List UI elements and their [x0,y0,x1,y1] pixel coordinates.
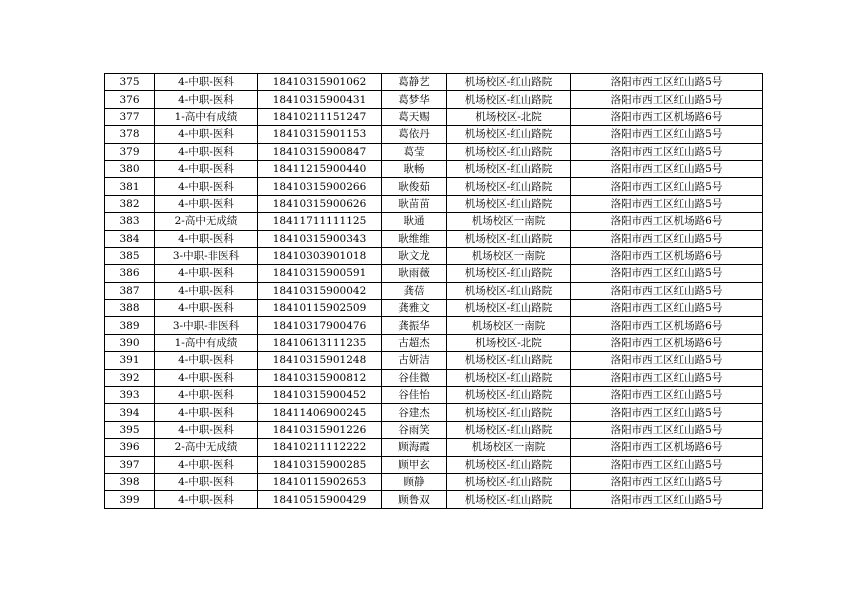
row-number-cell: 385 [105,247,155,264]
category-cell: 4-中职-医科 [155,300,258,317]
category-cell: 4-中职-医科 [155,265,258,282]
address-cell: 洛阳市西工区红山路5号 [571,91,763,108]
category-cell: 4-中职-医科 [155,456,258,473]
student-id-cell: 18410315900452 [258,387,382,404]
address-cell: 洛阳市西工区红山路5号 [571,160,763,177]
campus-cell: 机场校区-红山路院 [447,230,571,247]
row-number-cell: 399 [105,491,155,508]
category-cell: 4-中职-医科 [155,160,258,177]
campus-cell: 机场校区-北院 [447,334,571,351]
table-row [105,352,763,369]
campus-cell: 机场校区-红山路院 [447,473,571,490]
student-id-cell: 18410315900812 [258,369,382,386]
student-id-cell: 18410115902653 [258,473,382,490]
address-cell: 洛阳市西工区机场路6号 [571,334,763,351]
address-cell: 洛阳市西工区红山路5号 [571,421,763,438]
category-cell: 4-中职-医科 [155,91,258,108]
table-row [105,404,763,421]
student-id-cell: 18410315900266 [258,178,382,195]
category-cell: 4-中职-医科 [155,404,258,421]
campus-cell: 机场校区-红山路院 [447,491,571,508]
address-cell: 洛阳市西工区红山路5号 [571,265,763,282]
student-id-cell: 18410315900847 [258,143,382,160]
table-row [105,126,763,143]
campus-cell: 机场校区-红山路院 [447,456,571,473]
category-cell: 4-中职-医科 [155,178,258,195]
table-row [105,300,763,317]
table-row [105,74,763,91]
table-row [105,160,763,177]
campus-cell: 机场校区-红山路院 [447,91,571,108]
student-name-cell: 龚振华 [382,317,447,334]
table-row [105,247,763,264]
address-cell: 洛阳市西工区红山路5号 [571,230,763,247]
table-row [105,369,763,386]
address-cell: 洛阳市西工区机场路6号 [571,213,763,230]
category-cell: 3-中职-非医科 [155,247,258,264]
table-row [105,91,763,108]
campus-cell: 机场校区-红山路院 [447,178,571,195]
table-row [105,265,763,282]
student-id-cell: 18410315900591 [258,265,382,282]
category-cell: 4-中职-医科 [155,369,258,386]
category-cell: 4-中职-医科 [155,143,258,160]
category-cell: 4-中职-医科 [155,282,258,299]
category-cell: 1-高中有成绩 [155,334,258,351]
campus-cell: 机场校区一南院 [447,213,571,230]
address-cell: 洛阳市西工区红山路5号 [571,473,763,490]
table-row [105,317,763,334]
row-number-cell: 390 [105,334,155,351]
student-name-cell: 谷佳微 [382,369,447,386]
category-cell: 3-中职-非医科 [155,317,258,334]
row-number-cell: 386 [105,265,155,282]
student-name-cell: 古妍洁 [382,352,447,369]
student-name-cell: 耿通 [382,213,447,230]
category-cell: 1-高中有成绩 [155,108,258,125]
student-name-cell: 龚雅文 [382,300,447,317]
address-cell: 洛阳市西工区红山路5号 [571,74,763,91]
student-id-cell: 18411215900440 [258,160,382,177]
table-row [105,473,763,490]
row-number-cell: 382 [105,195,155,212]
category-cell: 4-中职-医科 [155,421,258,438]
row-number-cell: 397 [105,456,155,473]
address-cell: 洛阳市西工区红山路5号 [571,143,763,160]
address-cell: 洛阳市西工区红山路5号 [571,456,763,473]
row-number-cell: 396 [105,439,155,456]
campus-cell: 机场校区-红山路院 [447,300,571,317]
student-id-cell: 18410115902509 [258,300,382,317]
address-cell: 洛阳市西工区红山路5号 [571,404,763,421]
address-cell: 洛阳市西工区红山路5号 [571,178,763,195]
campus-cell: 机场校区-红山路院 [447,387,571,404]
row-number-cell: 381 [105,178,155,195]
student-name-cell: 葛静艺 [382,74,447,91]
table-row [105,421,763,438]
student-name-cell: 谷佳怡 [382,387,447,404]
campus-cell: 机场校区一南院 [447,439,571,456]
address-cell: 洛阳市西工区红山路5号 [571,300,763,317]
address-cell: 洛阳市西工区红山路5号 [571,352,763,369]
campus-cell: 机场校区-红山路院 [447,404,571,421]
campus-cell: 机场校区-红山路院 [447,160,571,177]
campus-cell: 机场校区一南院 [447,247,571,264]
row-number-cell: 387 [105,282,155,299]
student-id-cell: 18410315901226 [258,421,382,438]
student-name-cell: 葛梦华 [382,91,447,108]
address-cell: 洛阳市西工区机场路6号 [571,108,763,125]
table-row [105,387,763,404]
row-number-cell: 383 [105,213,155,230]
student-id-cell: 18411711111125 [258,213,382,230]
table-row [105,282,763,299]
campus-cell: 机场校区-红山路院 [447,265,571,282]
row-number-cell: 384 [105,230,155,247]
row-number-cell: 377 [105,108,155,125]
row-number-cell: 394 [105,404,155,421]
student-id-cell: 18410315900431 [258,91,382,108]
address-cell: 洛阳市西工区红山路5号 [571,195,763,212]
row-number-cell: 392 [105,369,155,386]
category-cell: 4-中职-医科 [155,473,258,490]
student-name-cell: 葛莹 [382,143,447,160]
row-number-cell: 398 [105,473,155,490]
row-number-cell: 393 [105,387,155,404]
student-id-cell: 18410315901248 [258,352,382,369]
campus-cell: 机场校区-红山路院 [447,282,571,299]
campus-cell: 机场校区-北院 [447,108,571,125]
address-cell: 洛阳市西工区机场路6号 [571,439,763,456]
row-number-cell: 379 [105,143,155,160]
table-row [105,334,763,351]
table-row [105,439,763,456]
roster-body [105,74,763,509]
table-row [105,491,763,508]
student-id-cell: 18410315901062 [258,74,382,91]
row-number-cell: 395 [105,421,155,438]
student-name-cell: 耿俊茹 [382,178,447,195]
student-id-cell: 18410515900429 [258,491,382,508]
campus-cell: 机场校区-红山路院 [447,74,571,91]
category-cell: 4-中职-医科 [155,74,258,91]
category-cell: 4-中职-医科 [155,352,258,369]
student-name-cell: 顾静 [382,473,447,490]
table-row [105,143,763,160]
table-row [105,213,763,230]
student-name-cell: 葛依丹 [382,126,447,143]
student-name-cell: 耿文龙 [382,247,447,264]
student-id-cell: 18410315900042 [258,282,382,299]
student-id-cell: 18410211112222 [258,439,382,456]
category-cell: 4-中职-医科 [155,195,258,212]
student-name-cell: 耿苗苗 [382,195,447,212]
campus-cell: 机场校区-红山路院 [447,195,571,212]
student-id-cell: 18410303901018 [258,247,382,264]
address-cell: 洛阳市西工区红山路5号 [571,126,763,143]
address-cell: 洛阳市西工区机场路6号 [571,247,763,264]
student-id-cell: 18410211151247 [258,108,382,125]
student-name-cell: 顾海霞 [382,439,447,456]
address-cell: 洛阳市西工区红山路5号 [571,491,763,508]
address-cell: 洛阳市西工区机场路6号 [571,317,763,334]
category-cell: 4-中职-医科 [155,230,258,247]
category-cell: 4-中职-医科 [155,126,258,143]
row-number-cell: 378 [105,126,155,143]
category-cell: 4-中职-医科 [155,387,258,404]
student-id-cell: 18410315900626 [258,195,382,212]
category-cell: 4-中职-医科 [155,491,258,508]
student-name-cell: 顾鲁双 [382,491,447,508]
campus-cell: 机场校区一南院 [447,317,571,334]
campus-cell: 机场校区-红山路院 [447,352,571,369]
student-roster-table [104,73,763,509]
row-number-cell: 375 [105,74,155,91]
row-number-cell: 376 [105,91,155,108]
student-name-cell: 耿雨薇 [382,265,447,282]
address-cell: 洛阳市西工区红山路5号 [571,369,763,386]
category-cell: 2-高中无成绩 [155,439,258,456]
student-name-cell: 耿畅 [382,160,447,177]
address-cell: 洛阳市西工区红山路5号 [571,387,763,404]
student-name-cell: 龚蓓 [382,282,447,299]
row-number-cell: 380 [105,160,155,177]
student-id-cell: 18410315901153 [258,126,382,143]
student-id-cell: 18410315900285 [258,456,382,473]
campus-cell: 机场校区-红山路院 [447,369,571,386]
table-row [105,178,763,195]
category-cell: 2-高中无成绩 [155,213,258,230]
campus-cell: 机场校区-红山路院 [447,421,571,438]
table-row [105,230,763,247]
campus-cell: 机场校区-红山路院 [447,126,571,143]
student-id-cell: 18410315900343 [258,230,382,247]
table-row [105,195,763,212]
student-id-cell: 18410317900476 [258,317,382,334]
student-name-cell: 耿维维 [382,230,447,247]
student-name-cell: 谷雨笑 [382,421,447,438]
row-number-cell: 388 [105,300,155,317]
student-id-cell: 18411406900245 [258,404,382,421]
row-number-cell: 391 [105,352,155,369]
table-row [105,456,763,473]
address-cell: 洛阳市西工区红山路5号 [571,282,763,299]
student-name-cell: 葛天赐 [382,108,447,125]
student-name-cell: 谷建杰 [382,404,447,421]
campus-cell: 机场校区-红山路院 [447,143,571,160]
student-name-cell: 古超杰 [382,334,447,351]
table-row [105,108,763,125]
student-name-cell: 顾甲玄 [382,456,447,473]
student-id-cell: 18410613111235 [258,334,382,351]
row-number-cell: 389 [105,317,155,334]
